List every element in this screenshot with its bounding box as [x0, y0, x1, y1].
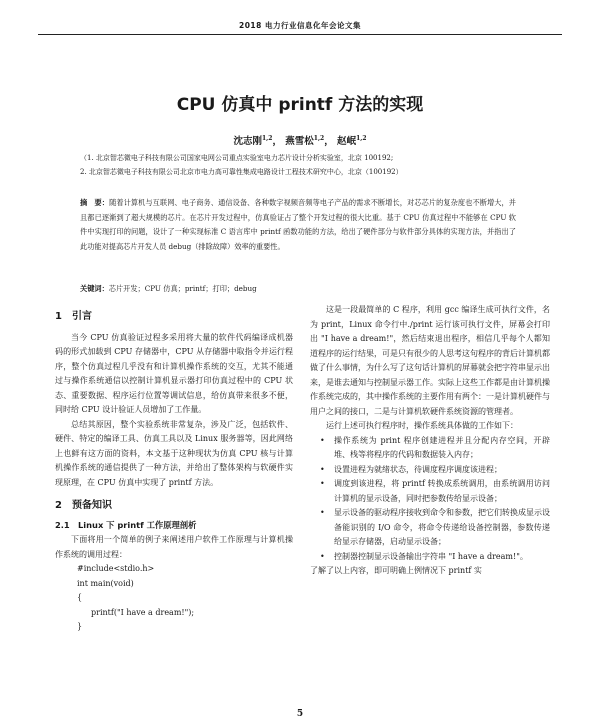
code-line: int main(void): [77, 578, 134, 588]
section-2-1-paragraph: 下面将用一个简单的例子来阐述用户软件工作原理与计算机操作系统的调用过程：: [55, 535, 293, 559]
list-item: [310, 434, 550, 463]
list-item-text: 显示设备的驱动程序接收到命令和参数，把它们转换成显示设备能识别的 I/O 命令，将命令传递给设备控制器，参数传递给显示存储器，启动显示设备；: [334, 508, 550, 546]
list-item-text: 设置进程为就绪状态，待调度程序调度该进程；: [334, 464, 502, 474]
author-name: 燕雪松: [285, 136, 314, 147]
list-item-text: 调度到该进程，将 printf 转换成系统调用，由系统调用访问计算机的显示设备，同时把参数传给显示设备；: [334, 479, 550, 503]
list-item-text: 操作系统为 print 程序创建进程并且分配内存空间，开辟堆、栈等将程序的代码和数据装入内存；: [334, 435, 550, 459]
keywords: [80, 284, 516, 294]
page-number: 5: [296, 709, 304, 719]
section-1-heading: 1 引言: [55, 311, 92, 322]
affiliation-1: （1. 北京智芯微电子科技有限公司国家电网公司重点实验室电力芯片设计分析实验室，北京 100192;: [80, 154, 394, 162]
code-listing: [55, 562, 293, 635]
right-paragraph-3: 了解了以上内容，即可明确上例情况下 printf 实: [310, 566, 482, 575]
list-item: [310, 550, 550, 565]
right-column: [310, 303, 550, 579]
list-item-text: 控制器控制显示设备输出字符串 "I have a dream!"。: [334, 551, 528, 561]
section-2-heading: 2 预备知识: [55, 500, 112, 511]
left-column: [55, 310, 293, 635]
list-item: [310, 477, 550, 506]
right-paragraph-2: 运行上述可执行程序时，操作系统具体做的工作如下：: [326, 421, 518, 430]
paper-title: CPU 仿真中 printf 方法的实现: [176, 95, 424, 115]
section-1-paragraph-2: 总结其原因，整个实验系统非常复杂，涉及广泛，包括软件、硬件、特定的编译工具、仿真工具以及 Linux 服务器等，因此网络上也鲜有这方面的资料，本文基于这种现状为仿真 CPU 核与计算机操作系统的通信提供了一种方法，并给出了整体架构与软硬件实现原理，在 CPU 仿真中实现了 printf 方法。: [55, 419, 293, 487]
section-2-1-heading: 2.1 Linux 下 printf 工作原理剖析: [55, 519, 197, 530]
keywords-label: 关键词：: [80, 284, 109, 293]
author-affil-sup: 1,2: [262, 134, 273, 142]
abstract-label: 摘 要：: [80, 198, 110, 207]
abstract-text: 随着计算机与互联网、电子商务、通信设备、各种数字视频音频等电子产品的需求不断增长，对芯芯片的复杂度也不断增大，并且都已逐渐到了超大规模的芯片。在芯片开发过程中，仿真验证占了整个开发过程的很大比重。基于 CPU 仿真过程中不能够在 CPU 软件中实现打印的问题，设计了一种实现标准 C 语言库中 printf 函数功能的方法，给出了硬件部分与软件部分具体的实现方法，并指出了此功能对提高芯片开发人员 debug（排除故障）效率的重要性。: [80, 198, 516, 251]
os-steps-list: [310, 434, 550, 565]
code-line: {: [77, 593, 83, 602]
code-line: #include<stdio.h>: [77, 564, 155, 573]
code-line: printf("I have a dream!");: [91, 607, 195, 617]
header-rule: [38, 34, 562, 35]
right-paragraph-1: 这是一段最简单的 C 程序，利用 gcc 编译生成可执行文件，名为 print，Linux 命令行中./print 运行该可执行文件，屏幕会打印出 "I have a dream!"，然后结束退出程序，相信几乎每个人都知道程序的运行结果，可是只有很少的人思考这句程序的背后计算机都做了什么事情，为什么写了这句话计算机的屏幕就会把字符串显示出来，是谁去通知与控制显示器工作。实际上这些工作都是由计算机操作系统完成的，其中操作系统的主要作用有两个：一是计算机硬件与用户之间的接口，二是与计算机软硬件系统资源的管理者。: [310, 305, 550, 416]
bullet-icon: •: [320, 479, 325, 488]
list-item: [310, 506, 550, 550]
author-affil-sup: 1,2: [313, 134, 325, 142]
author-list: 沈志刚$^{1,2}$， 燕雪松$^{1,2}$， 赵岷$^{1,2}$: [233, 134, 367, 147]
code-line: }: [77, 622, 83, 631]
bullet-icon: •: [320, 435, 325, 445]
list-item: [310, 463, 550, 478]
bullet-icon: •: [320, 508, 325, 517]
abstract: [80, 196, 516, 254]
author-name: 赵岷: [337, 136, 357, 147]
running-header: 2018 电力行业信息化年会论文集: [239, 21, 361, 30]
author-affil-sup: 1,2: [356, 134, 367, 142]
section-1-paragraph-1: 当今 CPU 仿真验证过程多采用将大量的软件代码编译成机器码的形式加载到 CPU 存储器中，CPU 从存储器中取指令并运行程序，整个仿真过程几乎没有和计算机操作系统的交互，尤其不能通过与操作系统通信以控制计算机显示器打印仿真过程中的 CPU 状态、重要数据、程序运行位置等调试信息，给仿真带来很多不便，同时给 CPU 设计验证人员增加了工作量。: [55, 332, 293, 414]
bullet-icon: •: [320, 464, 325, 474]
bullet-icon: •: [320, 551, 325, 561]
affiliation-2: 2. 北京智芯微电子科技有限公司北京市电力高可靠性集成电路设计工程技术研究中心，北京（100192）: [80, 168, 403, 176]
author-name: 沈志刚: [233, 136, 262, 147]
keywords-text: 芯片开发；CPU 仿真；printf；打印；debug: [108, 284, 257, 293]
